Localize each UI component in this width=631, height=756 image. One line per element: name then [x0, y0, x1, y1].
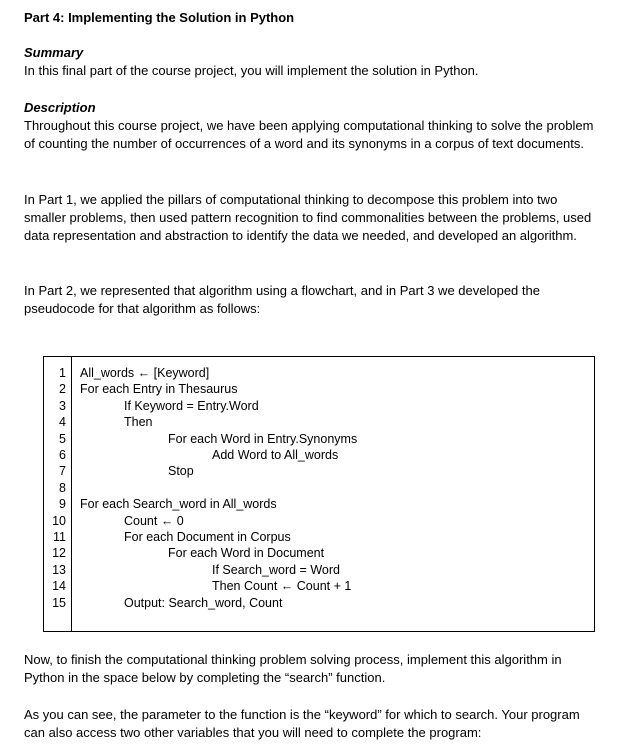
line-number: 4: [59, 415, 66, 430]
summary-heading: Summary: [24, 45, 84, 60]
line-number: 15: [52, 595, 66, 610]
code-line: For each Word in Document: [168, 546, 325, 561]
line-number: 5: [59, 431, 66, 446]
line-number: 8: [59, 480, 66, 495]
code-line: Add Word to All_words: [212, 448, 339, 462]
code-line: For each Search_word in All_words: [80, 497, 277, 512]
description-paragraph-2: In Part 1, we applied the pillars of computational thinking to decompose this problem into two smaller problems, then used pattern recognition to find commonalities between the problems, used data representation and abstraction to identify the data we needed, and developed an algorithm.: [24, 192, 592, 243]
line-number: 7: [59, 464, 66, 479]
code-line: All_words ← [Keyword]: [80, 366, 210, 380]
closing-paragraph-1: Now, to finish the computational thinking problem solving process, implement this algorithm in Python in the space below by completing the “search” function.: [24, 652, 562, 685]
line-number: 6: [59, 448, 66, 462]
code-line: Count ← 0: [124, 513, 184, 528]
code-line: For each Entry in Thesaurus: [80, 382, 238, 397]
line-number-column: [44, 357, 72, 631]
code-line: Output: Search_word, Count: [124, 595, 283, 610]
code-line: If Keyword = Entry.Word: [124, 398, 259, 413]
line-number: 11: [53, 530, 66, 544]
page-title: Part 4: Implementing the Solution in Python: [24, 10, 295, 25]
code-line: Then: [124, 415, 153, 430]
line-number: 9: [59, 497, 66, 512]
summary-text: In this final part of the course project, you will implement the solution in Python.: [24, 63, 479, 78]
code-line: If Search_word = Word: [212, 562, 340, 577]
description-paragraph-1: Throughout this course project, we have been applying computational thinking to solve the problem of counting the number of occurrences of a word and its synonyms in a corpus of text documents.: [24, 118, 594, 151]
code-line: For each Document in Corpus: [124, 530, 291, 544]
description-heading: Description: [24, 100, 96, 115]
line-number: 14: [52, 579, 66, 594]
line-number: 1: [59, 366, 66, 380]
code-line: Stop: [168, 464, 194, 479]
line-number: 12: [52, 546, 66, 561]
code-line: For each Word in Entry.Synonyms: [168, 431, 358, 446]
line-number: 2: [59, 382, 66, 397]
closing-paragraph-2: As you can see, the parameter to the function is the “keyword” for which to search. Your program can also access two other variables that you will need to complete the program:: [24, 707, 580, 740]
code-line: Then Count ← Count + 1: [212, 579, 352, 594]
line-number: 3: [59, 398, 66, 413]
line-number: 13: [52, 562, 66, 577]
pseudocode-box: [43, 356, 595, 632]
description-paragraph-3: In Part 2, we represented that algorithm using a flowchart, and in Part 3 we developed the pseudocode for that algorithm as follows:: [24, 283, 540, 316]
line-number: 10: [52, 513, 66, 528]
